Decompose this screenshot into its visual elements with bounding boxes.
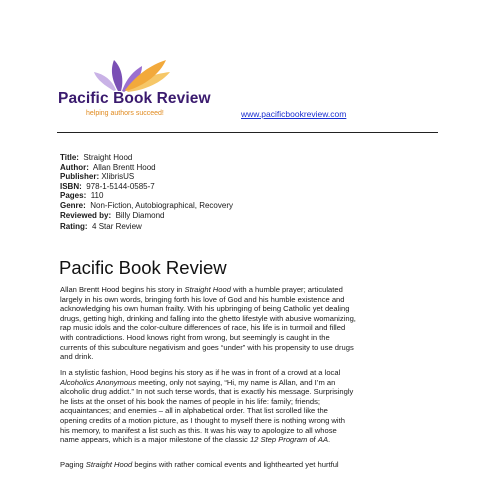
meta-author-label: Author: <box>60 162 89 172</box>
meta-author-row <box>60 163 233 173</box>
text-span: name appears, which is a major milestone of the classic <box>60 435 250 445</box>
header-divider <box>57 132 438 133</box>
meta-rating-label: Rating: <box>60 222 88 231</box>
meta-isbn-value: 978-1-5144-0585-7 <box>86 181 155 191</box>
brand-tagline: helping authors succeed! <box>86 110 164 117</box>
meta-title-row <box>60 153 233 163</box>
website-link[interactable]: www.pacificbookreview.com <box>241 109 347 119</box>
text-line: largely in his own words, bringing forth his love of God and his humble existence and <box>60 294 345 304</box>
text-span: begins with rather comical events and lighthearted yet hurtful <box>132 460 339 469</box>
meta-pages-row <box>60 191 233 201</box>
text-line: acknowledging his own human frailty. With his upbringing of being Catholic yet dealing <box>60 304 350 314</box>
text-line <box>60 460 442 470</box>
text-line: acquaintances; and enemies – all in alphabetical order. That list scrolled like the <box>60 406 328 416</box>
text-span: Allan Brentt Hood begins his story in <box>60 285 185 294</box>
text-line: alcoholic drug addict.” In not such terse words, that is exactly his message. Surprisingly <box>60 387 354 397</box>
meta-genre-row <box>60 201 233 211</box>
book-title-italic: Straight Hood <box>184 285 231 294</box>
aa-italic: Alcoholics Anonymous <box>60 377 137 387</box>
meta-genre-value: Non-Fiction, Autobiographical, Recovery <box>90 200 233 210</box>
text-line <box>60 378 442 388</box>
meta-rating-row <box>60 222 142 231</box>
article-paragraph-3 <box>60 460 442 470</box>
meta-rating-value: 4 Star Review <box>92 222 142 231</box>
brand-name: Pacific Book Review <box>58 90 211 107</box>
text-line: drugs, getting high, drinking and falling into the ghetto lifestyle with abusive womanizing, <box>60 313 356 323</box>
meta-isbn-row <box>60 182 233 192</box>
text-line: and drink. <box>60 352 94 362</box>
text-line: he lists at the onset of his book the names of people in his life: family; friends; <box>60 396 321 406</box>
meta-reviewer-label: Reviewed by: <box>60 210 112 220</box>
meta-isbn-label: ISBN: <box>60 181 82 191</box>
text-line: currents of this subculture negativism and goes “under” with his propensity to use drugs <box>60 342 354 352</box>
leaf-logo-icon <box>94 58 174 92</box>
text-line <box>60 285 442 295</box>
book-metadata <box>60 153 233 220</box>
meta-title-label: Title: <box>60 153 79 162</box>
text-line: with contradictions. Hood knows right from wrong, but seemingly is caught in the <box>60 332 330 342</box>
program-italic: 12 Step Program <box>249 435 308 445</box>
article-paragraph-1 <box>60 285 442 362</box>
article-paragraph-2 <box>60 368 442 445</box>
text-span: meeting, only not saying, “Hi, my name is Allan, and I’m an <box>136 377 336 387</box>
book-title-italic: Straight Hood <box>85 460 133 469</box>
meta-publisher-label: Publisher: <box>60 172 100 182</box>
text-line: rap music idols and the color-culture differences of race, his life is in turmoil and filled <box>60 323 346 333</box>
text-line: In a stylistic fashion, Hood begins his story as if he was in front of a crowd at a local <box>60 368 341 377</box>
meta-pages-value: 110 <box>90 191 104 201</box>
text-span: with a humble prayer; articulated <box>230 285 343 294</box>
text-span: . <box>328 435 331 445</box>
meta-publisher-row <box>60 172 233 182</box>
meta-publisher-value: XlibrisUS <box>101 172 135 182</box>
text-line: opening credits of a motion picture, as I thought to myself there is nothing wrong with <box>60 415 345 425</box>
aa-abbrev-italic: AA <box>317 435 329 445</box>
meta-reviewer-value: Billy Diamond <box>115 210 165 220</box>
text-line <box>60 435 442 445</box>
meta-reviewer-row <box>60 211 233 221</box>
article-title: Pacific Book Review <box>59 257 227 278</box>
text-span: of <box>307 435 318 445</box>
meta-genre-label: Genre: <box>60 200 86 210</box>
text-line: his memory, to manifest a list such as this. It was his way to apologize to all whose <box>60 425 337 435</box>
meta-pages-label: Pages: <box>60 191 87 201</box>
meta-title-value: Straight Hood <box>83 153 133 162</box>
text-span: Paging <box>60 460 86 469</box>
meta-author-value: Allan Brentt Hood <box>92 162 156 172</box>
